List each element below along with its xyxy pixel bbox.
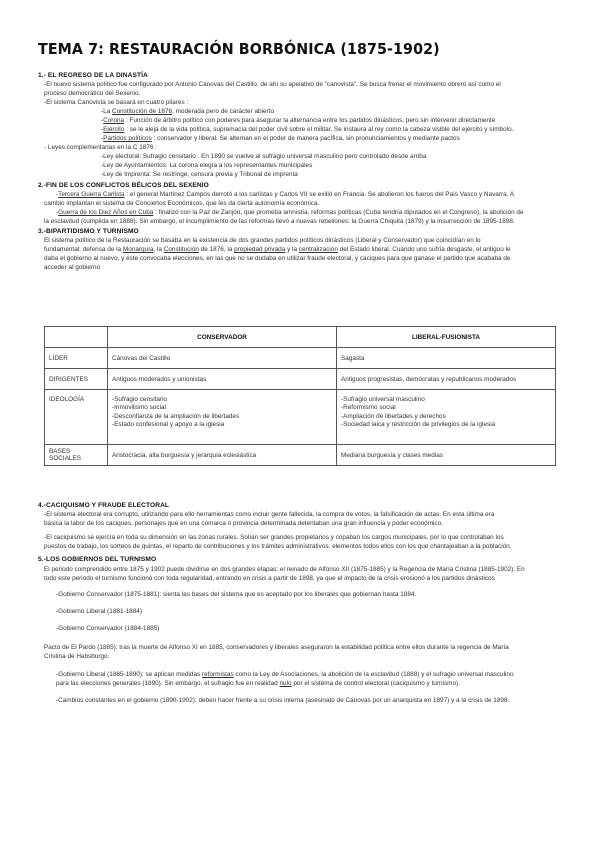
s3-keyword: Constitución	[163, 246, 199, 253]
s1-paragraph-3: - Leyes complementarias en la C 1876 :	[44, 144, 157, 151]
gov-conservador-1875: -Gobierno Conservador (1875-1881): sienta las bases del sistema que es aceptado por los liberales que gobiernan hasta 1884.	[56, 591, 417, 598]
pillar-prefix: -	[101, 135, 104, 142]
war-text: : el general Martínez Campos derrotó a los carlistas y Carlos VII se exilió en Francia. Se abolieron los fueros del País Vasco y Navarra. A	[124, 191, 515, 198]
row-label: DIRIGENTES	[45, 369, 108, 390]
cell-conservador: Antiguos moderados y unionistas	[108, 369, 337, 390]
s3-keyword: Monarquía	[122, 246, 154, 253]
table-row	[45, 369, 556, 390]
pillar-corona	[101, 117, 495, 126]
law-imprenta: -Ley de Imprenta: Se restringe, censura previa y Tribunal de imprenta	[101, 171, 298, 178]
table-row	[45, 445, 556, 466]
s3-text: del Estado liberal. Cuando uno sufría desgaste, el antiguo le	[337, 246, 511, 253]
law-electoral: -Ley electoral: Sufragio censitario . En 1890 se vuelve al sufragio universal masculino pero controlado desde arriba	[101, 153, 427, 160]
law-ayuntamientos: -Ley de Ayuntamientos: La corona elegía a los representantes municipales	[101, 162, 313, 169]
s4-line-1: -El sistema electoral era corrupto, utilizando para ello herramientas como incluir gente fallecida, la compra de votos, la falsificación de actas. En esta última era	[44, 511, 495, 518]
s3-line-3: daba el gobierno al nuevo, y éste convocaba elecciones, en las que no se dudaba en utilizar fraude electoral, y caciques para que ganase el partido que acababa de	[44, 255, 511, 262]
section-4-heading: 4.-CACIQUISMO Y FRAUDE ELECTORAL	[38, 502, 170, 509]
gov-liberal-1885	[56, 671, 514, 680]
parties-table	[44, 326, 556, 466]
gov-liberal-1881: -Gobierno Liberal (1881-1884)	[56, 608, 142, 615]
table-row	[45, 390, 556, 445]
cell-line: -Desconfianza de la ampliación de libertades	[112, 412, 240, 420]
pillar-ejercito	[101, 126, 513, 135]
cell-line: -Reformismo social	[341, 404, 396, 412]
page-title: TEMA 7: RESTAURACIÓN BORBÓNICA (1875-1902)	[38, 40, 440, 58]
cell-conservador: Aristocracia, alta burguesía y jerarquía eclesiástica	[108, 445, 337, 466]
row-label: BASES SOCIALES	[45, 445, 108, 466]
pillar-text: , moderada pero de carácter abierto	[172, 108, 275, 115]
gov-keyword: nulo	[279, 680, 292, 687]
s5-line-1: El periodo comprendido entre 1875 y 1902 puede dividirse en dos grandes etapas: el reinado de Alfonso XII (1875-1885) y la Regencia de María Cristina (1885-1902). En	[44, 566, 525, 573]
s2-war-2b: la esclavitud (cumplida en 1888). Sin embargo, el incumplimiento de las reformas llevó a nuevas rebeliones: la Guerra Chiquita (1879) y la insurrección de 1895-1898.	[44, 218, 515, 225]
s3-text: de 1876, la	[198, 246, 235, 253]
cell-line: -Sociedad laica y restricción de privilegios de la iglesia	[341, 421, 496, 429]
s2-war-2: -Guerra de los Diez Años en Cuba : finalizó con la Paz de Zanjón, que prometía amnistía, reformas políticas (Cuba tendría diputados en el Congreso), la abolición de	[56, 209, 524, 216]
cell-conservador	[108, 390, 337, 445]
pacto-pardo-1: Pacto de El Pardo (1885): tras la muerte de Alfonso XI en 1885, conservadores y liberales aseguraron la estabilidad política entre ellos durante la regencia de María	[44, 644, 509, 651]
row-label: IDEOLOGÍA	[45, 390, 108, 445]
pillar-text: : conservador y liberal. Se alternan en el poder de manera pacífica, sin pronunciamientos y mediante pactos	[151, 135, 460, 142]
pillar-prefix: -	[101, 126, 104, 133]
table-header-row	[45, 327, 556, 348]
gov-keyword: reformistas	[202, 671, 234, 678]
pillar-constitution	[101, 108, 274, 117]
s3-text: fundamental: defensa de la	[44, 246, 123, 253]
gov-conservador-1884: -Gobierno Conservador (1884-1885)	[56, 625, 160, 632]
cell-conservador: Cánovas del Castillo	[108, 348, 337, 369]
cell-line: -Estado confesional y apoyo a la iglesia	[112, 421, 225, 429]
table-header-liberal: LIBERAL-FUSIONISTA	[337, 327, 556, 348]
section-2-heading: 2.-FIN DE LOS CONFLICTOS BÉLICOS DEL SEXENIO	[38, 182, 209, 189]
s5-line-2: todo este periodo el turnismo funcionó con toda regularidad, entrando en crisis a partir de 1898, ya que el impacto de la crisis erosionó a los partidos dinásticos	[44, 575, 495, 582]
table-header-conservador: CONSERVADOR	[108, 327, 337, 348]
s3-keyword: centralización	[298, 246, 338, 253]
pacto-pardo-2: Cristina de Habsburgo.	[44, 653, 110, 660]
war-name: Guerra de los Diez Años en Cuba	[58, 209, 154, 216]
war-text: : finalizó con la Paz de Zanjón, que prometía amnistía, reformas políticas (Cuba tendría diputados en el Congreso), la abolición de	[153, 209, 524, 216]
pillar-keyword: Corona	[103, 117, 125, 124]
pillar-prefix: -	[101, 117, 104, 124]
section-5-heading: 5.-LOS GOBIERNOS DEL TURNISMO	[38, 556, 157, 563]
s1-paragraph-1: -El nuevo sistema político fue configurado por Antonio Cánovas del Castillo, de ahí su apelativo de "canovista". Se busca frenar el movimiento obrero así como el	[44, 81, 501, 88]
table-row	[45, 348, 556, 369]
cell-line: -Inmovilismo social	[112, 404, 166, 412]
pillar-keyword: Ejército	[103, 126, 125, 133]
cell-liberal: Antiguos progresistas, demócratas y republicanos moderados	[337, 369, 556, 390]
s4-line-3: -El caciquismo se ejercía en toda su dimensión en las zonas rurales. Solían ser grandes propietarios y copaban los cargos municipales, por lo que controlaban los	[44, 534, 504, 541]
s3-line-2	[44, 246, 511, 255]
s3-text: , la	[153, 246, 164, 253]
row-label: LÍDER	[45, 348, 108, 369]
s3-text: y la	[285, 246, 299, 253]
cell-line: -Ampliación de libertades y derechos	[341, 412, 446, 420]
section-1-heading: 1.- EL REGRESO DE LA DINASTÍA	[38, 72, 148, 79]
war-name: Tercera Guerra Carlista	[58, 191, 125, 198]
pillar-text: : Función de árbitro político con poderes para asegurar la alternancia entre los partidos dinásticos, pero sin intervenir directamente	[124, 117, 496, 124]
gov-text: para las elecciones generales (1890). Sin embargo, el sufragio fue en realidad	[56, 680, 280, 687]
s1-paragraph-2: -El sistema Canovista se basará en cuatro pilares :	[44, 99, 189, 106]
s2-war-1b: cambio implantan el sistema de Conciertos Económicos, que les da cierta autonomía económica.	[44, 200, 320, 207]
s3-line-4: acceder al gobierno	[44, 264, 101, 271]
s3-line-1: El sistema político de la Restauración se basaba en la existencia de dos grandes partidos políticos dinásticos (Liberal y Conservador) que coincidían en lo	[44, 237, 481, 244]
section-3-heading: 3.-BIPARTIDISMO Y TURNISMO	[38, 228, 139, 235]
s2-war-1: -Tercera Guerra Carlista : el general Martínez Campos derrotó a los carlistas y Carlos VII se exilió en Francia. Se abolieron los fueros del País Vasco y Navarra. A	[56, 191, 515, 198]
pillar-keyword: Partidos políticos	[103, 135, 152, 142]
s4-line-2: básica la labor de los caciques, personajes que en una comarca o provincia determinada detentaban una gran influencia y poder económico.	[44, 520, 443, 527]
cell-line: -Sufragio universal masculino	[341, 396, 425, 403]
cell-liberal	[337, 390, 556, 445]
gov-text: -Gobierno Liberal (1885-1890): se aplican medidas	[56, 671, 203, 678]
pillar-keyword: Constitución de 1876	[112, 108, 173, 115]
gov-liberal-1885-cont	[56, 680, 460, 689]
table-header-empty	[45, 327, 108, 348]
gov-text: por el sistema de control electoral (caciquismo y turnismo).	[291, 680, 460, 687]
gov-crisis-1890: -Cambios constantes en el gobierno (1890-1902): deben hacer frente a su crisis interna (asesinato de Cánovas por un anarquista en 1897) y a la crisis de 1898.	[56, 697, 510, 704]
gov-text: como la Ley de Asociaciones, la abolición de la esclavitud (1888) y el sufragio universal masculino	[233, 671, 514, 678]
s3-keyword: propiedad privada	[234, 246, 286, 253]
s1-paragraph-1b: proceso democrático del Sexenio.	[44, 90, 141, 97]
s4-line-4: puestos de trabajo, los sorteos de quintas, el reparto de contribuciones y los trámites administrativos, elementos todos ellos con los que chantajeaban a la población.	[44, 543, 512, 550]
pillar-prefix: -La	[101, 108, 113, 115]
cell-liberal: Sagasta	[337, 348, 556, 369]
pillar-text: : se le aleja de la vida política, supremacía del poder civil sobre el militar. Se instaura al rey como la cabeza visible del ejército y símbolo.	[124, 126, 514, 133]
pillar-partidos	[101, 135, 460, 144]
cell-liberal: Mediana burguesía y clases medias	[337, 445, 556, 466]
cell-line: -Sufragio censitario	[112, 396, 168, 403]
